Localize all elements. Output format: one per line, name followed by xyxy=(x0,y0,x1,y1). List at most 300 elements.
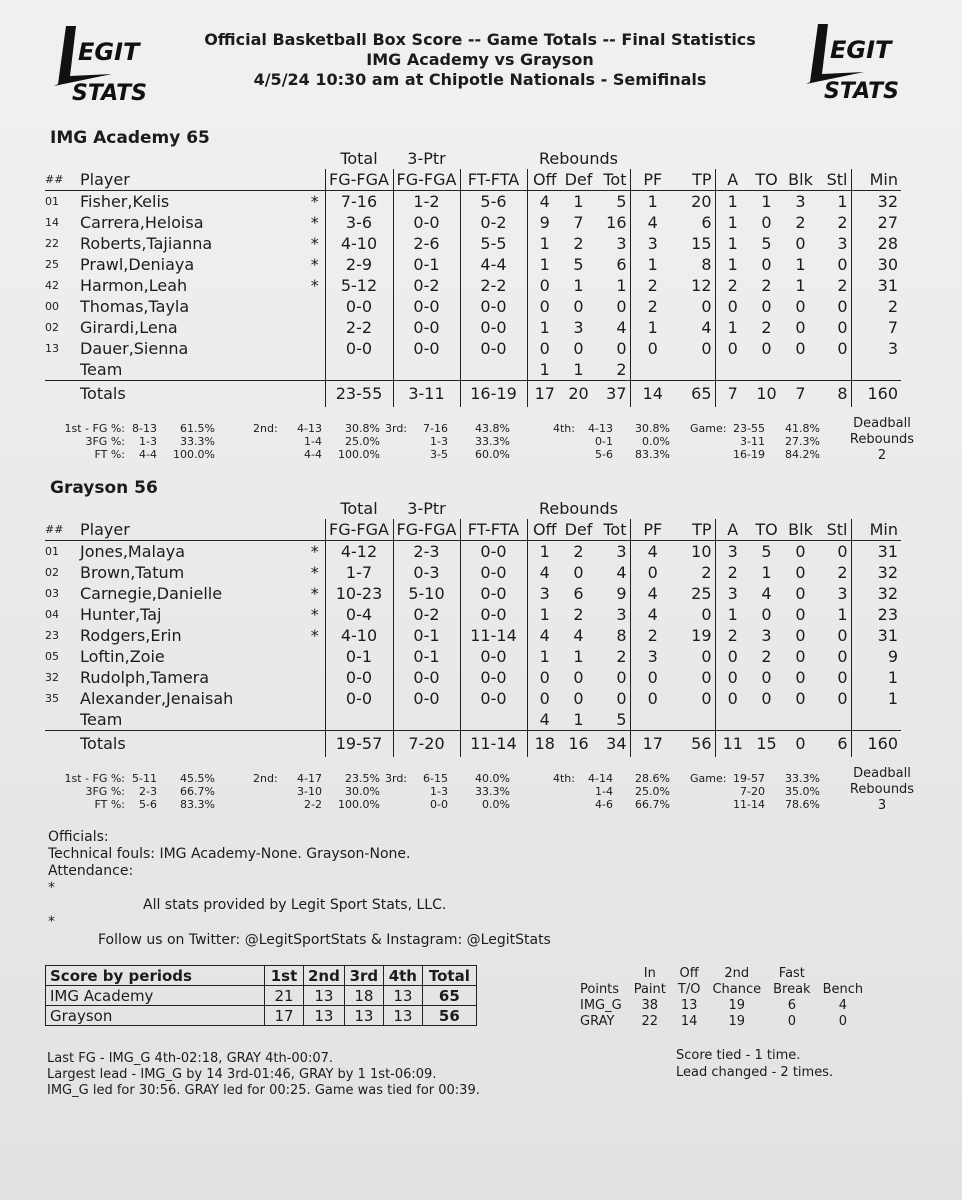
header-ft: FT-FTA xyxy=(460,519,527,541)
cell-minutes: 32 xyxy=(851,562,901,583)
cell-pf: 2 xyxy=(630,275,675,296)
cell-def-reb: 2 xyxy=(573,234,584,253)
header-off-reb: Off xyxy=(527,519,562,541)
cell-number: 00 xyxy=(45,300,59,313)
cell-blocks: 0 xyxy=(795,668,806,687)
cell-blocks: 1 xyxy=(795,255,806,274)
cell-tp: 0 xyxy=(701,668,712,687)
cell-number: 22 xyxy=(45,237,59,250)
cell-minutes: 31 xyxy=(851,541,901,563)
total-steals: 8 xyxy=(818,381,851,407)
total-off-reb: 18 xyxy=(527,731,562,757)
deadball-rebounds xyxy=(837,416,927,464)
cell-fg: 10-23 xyxy=(325,583,393,604)
cell-player: Thomas,Tayla xyxy=(80,297,190,316)
cell-tot-reb: 5 xyxy=(616,192,627,211)
cell-starter xyxy=(305,646,325,667)
cell-player: Alexander,Jenaisah xyxy=(80,689,234,708)
cell-tp: 0 xyxy=(701,339,712,358)
total-ft: 11-14 xyxy=(460,731,527,757)
cell-blocks xyxy=(783,359,818,381)
period-game-made: 19-57 7-20 11-14 xyxy=(733,772,765,811)
points-cell: 0 xyxy=(787,1014,796,1029)
header-off-reb: Off xyxy=(527,169,562,191)
cell-tp xyxy=(675,709,715,731)
cell-ft: 0-0 xyxy=(460,562,527,583)
sbp-header xyxy=(46,966,477,986)
cell-fg: 4-12 xyxy=(325,541,393,563)
cell-starter xyxy=(305,317,325,338)
cell-steals: 2 xyxy=(837,276,848,295)
cell-fg: 0-4 xyxy=(325,604,393,625)
cell-tot-reb: 0 xyxy=(616,339,627,358)
cell-minutes: 32 xyxy=(851,583,901,604)
cell-tot-reb: 0 xyxy=(616,689,627,708)
cell-off-reb: 1 xyxy=(527,359,562,381)
total-blocks: 7 xyxy=(783,381,818,407)
deadball-value: 3 xyxy=(877,798,887,813)
cell-tp: 6 xyxy=(701,213,712,232)
points-header xyxy=(574,966,869,998)
cell-tot-reb: 3 xyxy=(616,234,627,253)
sbp-cell: 17 xyxy=(265,1006,304,1026)
cell-starter: * xyxy=(310,605,319,624)
cell-def-reb: 1 xyxy=(573,276,584,295)
cell-assists: 3 xyxy=(715,583,750,604)
deadball-label: Deadball Rebounds xyxy=(849,416,915,447)
period-p1-pct: 61.5% 33.3% 100.0% xyxy=(173,422,215,461)
officials: Officials: xyxy=(48,829,109,845)
cell-number: 05 xyxy=(45,650,59,663)
cell-turnovers: 2 xyxy=(761,276,772,295)
cell-blocks: 3 xyxy=(795,192,806,211)
header-number: ## xyxy=(45,169,80,191)
period-p2-label: 2nd: xyxy=(253,772,278,785)
period-p2-made: 4-13 1-4 4-4 xyxy=(297,422,322,461)
cell-tp: 4 xyxy=(701,318,712,337)
cell-ft: 0-0 xyxy=(460,583,527,604)
team-title: IMG Academy 65 xyxy=(50,128,210,148)
cell-blocks: 0 xyxy=(795,339,806,358)
cell-minutes: 1 xyxy=(851,667,901,688)
column-group: 3-Ptr xyxy=(407,499,446,518)
column-group xyxy=(460,498,527,519)
cell-tot-reb: 16 xyxy=(606,213,627,232)
cell-off-reb: 0 xyxy=(527,667,562,688)
cell-player: Brown,Tatum xyxy=(80,563,185,582)
cell-steals: 0 xyxy=(837,339,848,358)
cell-three-pt: 0-2 xyxy=(393,604,460,625)
period-p3-pct: 43.8% 33.3% 60.0% xyxy=(475,422,510,461)
points-header-line xyxy=(823,966,864,982)
cell-tp: 15 xyxy=(691,234,712,253)
largest-lead-note: Largest lead - IMG_G by 14 3rd-01:46, GRAY by 1 1st-06:09. xyxy=(47,1067,437,1082)
cell-off-reb: 1 xyxy=(527,233,562,254)
header-blocks: Blk xyxy=(783,519,818,541)
box-score-table xyxy=(45,498,901,757)
player-row xyxy=(45,212,901,233)
cell-def-reb: 7 xyxy=(573,213,584,232)
svg-text:STATS: STATS xyxy=(72,81,147,104)
cell-blocks: 0 xyxy=(795,234,806,253)
header-steals: Stl xyxy=(818,519,851,541)
player-row xyxy=(45,625,901,646)
cell-off-reb: 4 xyxy=(527,625,562,646)
total-assists: 7 xyxy=(715,381,750,407)
game-info: 4/5/24 10:30 am at Chipotle Nationals - Semifinals xyxy=(253,70,707,89)
cell-three-pt: 0-0 xyxy=(393,667,460,688)
cell-fg: 0-0 xyxy=(325,688,393,709)
cell-assists: 1 xyxy=(715,317,750,338)
cell-assists: 0 xyxy=(715,667,750,688)
cell-fg: 0-1 xyxy=(325,646,393,667)
cell-steals: 0 xyxy=(837,626,848,645)
period-game-label: Game: xyxy=(690,422,727,435)
points-header-line: Break xyxy=(773,982,811,997)
cell-ft: 4-4 xyxy=(460,254,527,275)
cell-number: 32 xyxy=(45,671,59,684)
total-fg: 19-57 xyxy=(325,731,393,757)
cell-fg: 2-2 xyxy=(325,317,393,338)
player-row xyxy=(45,317,901,338)
cell-tp: 25 xyxy=(691,584,712,603)
cell-assists xyxy=(715,359,750,381)
cell-player: Jones,Malaya xyxy=(80,542,186,561)
cell-three-pt: 0-2 xyxy=(393,275,460,296)
points-cell: 14 xyxy=(680,1014,698,1029)
sbp-cell: 13 xyxy=(344,1006,383,1026)
points-cell: 13 xyxy=(680,998,698,1013)
cell-steals: 3 xyxy=(837,584,848,603)
period-p1-label: 1st - FG %: 3FG %: FT %: xyxy=(64,772,125,811)
cell-number xyxy=(45,359,80,381)
period-p3-made: 6-15 1-3 0-0 xyxy=(423,772,448,811)
sbp-cell: 21 xyxy=(265,986,304,1006)
cell-turnovers: 1 xyxy=(761,192,772,211)
cell-three-pt: 0-0 xyxy=(393,296,460,317)
points-header-cell xyxy=(672,966,707,998)
points-header-line: Chance xyxy=(712,982,762,997)
total-tot-reb: 34 xyxy=(595,731,630,757)
points-header-line: Bench xyxy=(822,982,864,997)
cell-fg: 4-10 xyxy=(325,233,393,254)
cell-steals: 2 xyxy=(837,563,848,582)
cell-fg: 0-0 xyxy=(325,338,393,359)
points-cell: 6 xyxy=(787,998,796,1013)
points-header-line: Fast xyxy=(778,966,805,981)
cell-tp: 0 xyxy=(701,605,712,624)
total-assists: 11 xyxy=(715,731,750,757)
cell-def-reb: 0 xyxy=(573,339,584,358)
cell-def-reb: 0 xyxy=(573,563,584,582)
points-header-line: T/O xyxy=(677,982,701,997)
period-p1-made: 8-13 1-3 4-4 xyxy=(132,422,157,461)
cell-minutes: 28 xyxy=(851,233,901,254)
svg-text:EGIT: EGIT xyxy=(78,38,140,66)
cell-ft: 0-0 xyxy=(460,541,527,563)
cell-tot-reb: 3 xyxy=(616,542,627,561)
lead-changed-note: Lead changed - 2 times. xyxy=(676,1065,834,1080)
cell-steals: 2 xyxy=(837,213,848,232)
cell-def-reb: 3 xyxy=(573,318,584,337)
cell-off-reb: 1 xyxy=(527,646,562,667)
sbp-cell: 56 xyxy=(422,1006,476,1026)
cell-ft: 0-0 xyxy=(460,604,527,625)
column-header xyxy=(45,169,901,191)
cell-minutes: 32 xyxy=(851,191,901,213)
cell-steals: 0 xyxy=(837,689,848,708)
cell-tot-reb: 8 xyxy=(616,626,627,645)
cell-blocks: 0 xyxy=(795,542,806,561)
header-tot-reb: Tot xyxy=(595,169,630,191)
sbp-header-cell: 3rd xyxy=(344,966,383,986)
points-cell: 19 xyxy=(728,1014,746,1029)
column-group: Rebounds xyxy=(539,149,618,168)
cell-player: Team xyxy=(80,710,123,729)
cell-fg: 4-10 xyxy=(325,625,393,646)
cell-blocks: 0 xyxy=(795,626,806,645)
column-header xyxy=(45,519,901,541)
total-minutes: 160 xyxy=(851,381,901,407)
column-group xyxy=(45,498,325,519)
player-row xyxy=(45,254,901,275)
points-cell: 22 xyxy=(641,1014,659,1029)
header-def-reb: Def xyxy=(562,169,595,191)
cell-pf: 4 xyxy=(630,604,675,625)
cell-fg: 7-16 xyxy=(325,191,393,213)
column-group-header xyxy=(45,498,901,519)
cell-def-reb: 0 xyxy=(573,297,584,316)
cell-minutes: 1 xyxy=(851,688,901,709)
cell-fg: 2-9 xyxy=(325,254,393,275)
cell-def-reb: 0 xyxy=(573,668,584,687)
cell-three-pt xyxy=(393,359,460,381)
cell-tot-reb: 4 xyxy=(616,563,627,582)
cell-steals xyxy=(818,359,851,381)
cell-tp: 8 xyxy=(701,255,712,274)
period-p4-pct: 28.6% 25.0% 66.7% xyxy=(635,772,670,811)
cell-blocks: 0 xyxy=(795,689,806,708)
cell-number: 14 xyxy=(45,216,59,229)
cell-pf xyxy=(630,709,675,731)
cell-number: 42 xyxy=(45,279,59,292)
points-cell: 19 xyxy=(728,998,746,1013)
cell-starter xyxy=(305,296,325,317)
cell-minutes: 23 xyxy=(851,604,901,625)
period-game-pct: 33.3% 35.0% 78.6% xyxy=(785,772,820,811)
total-number xyxy=(45,731,80,757)
total-tp: 65 xyxy=(675,381,715,407)
cell-pf: 4 xyxy=(630,541,675,563)
cell-turnovers: 0 xyxy=(761,297,772,316)
cell-off-reb: 4 xyxy=(527,709,562,731)
cell-tp: 10 xyxy=(691,542,712,561)
player-row xyxy=(45,604,901,625)
cell-three-pt: 0-0 xyxy=(393,688,460,709)
cell-turnovers: 5 xyxy=(761,542,772,561)
player-row xyxy=(45,191,901,213)
cell-number: 25 xyxy=(45,258,59,271)
header-fg: FG-FGA xyxy=(325,169,393,191)
player-row xyxy=(45,646,901,667)
cell-pf xyxy=(630,359,675,381)
cell-player: Dauer,Sienna xyxy=(80,339,189,358)
cell-three-pt: 0-1 xyxy=(393,625,460,646)
points-cell: 0 xyxy=(838,1014,847,1029)
cell-three-pt: 0-0 xyxy=(393,212,460,233)
cell-def-reb: 0 xyxy=(573,689,584,708)
total-starter xyxy=(305,381,325,407)
cell-blocks: 0 xyxy=(795,605,806,624)
cell-def-reb: 2 xyxy=(573,542,584,561)
svg-text:EGIT: EGIT xyxy=(830,36,892,64)
technical-fouls: Technical fouls: IMG Academy-None. Grayson-None. xyxy=(48,846,411,862)
cell-assists: 1 xyxy=(715,191,750,213)
cell-turnovers: 2 xyxy=(761,647,772,666)
column-group xyxy=(460,148,527,169)
deadball-label: Deadball Rebounds xyxy=(849,766,915,797)
cell-fg: 0-0 xyxy=(325,296,393,317)
cell-ft xyxy=(460,359,527,381)
cell-minutes: 31 xyxy=(851,625,901,646)
cell-ft: 5-5 xyxy=(460,233,527,254)
header-turnovers: TO xyxy=(750,169,783,191)
cell-assists: 0 xyxy=(715,688,750,709)
cell-ft: 0-0 xyxy=(460,338,527,359)
cell-def-reb: 2 xyxy=(573,605,584,624)
cell-steals: 1 xyxy=(837,605,848,624)
cell-steals: 0 xyxy=(837,297,848,316)
cell-def-reb: 1 xyxy=(573,192,584,211)
note-star: * xyxy=(48,880,55,896)
sbp-header-cell: Total xyxy=(422,966,476,986)
cell-pf: 4 xyxy=(630,212,675,233)
player-row xyxy=(45,233,901,254)
svg-text:STATS: STATS xyxy=(824,79,899,102)
cell-starter: * xyxy=(310,192,319,211)
cell-tot-reb: 2 xyxy=(616,360,627,379)
period-p3-label: 3rd: xyxy=(385,772,408,785)
cell-number: 03 xyxy=(45,587,59,600)
sbp-header-cell: Score by periods xyxy=(46,966,265,986)
cell-assists: 0 xyxy=(715,646,750,667)
period-game-made: 23-55 3-11 16-19 xyxy=(733,422,765,461)
cell-minutes: 31 xyxy=(851,275,901,296)
cell-off-reb: 0 xyxy=(527,296,562,317)
cell-turnovers: 1 xyxy=(761,563,772,582)
cell-off-reb: 0 xyxy=(527,688,562,709)
last-fg-note: Last FG - IMG_G 4th-02:18, GRAY 4th-00:07. xyxy=(47,1051,334,1066)
cell-tp: 2 xyxy=(701,563,712,582)
cell-assists: 2 xyxy=(715,625,750,646)
attendance: Attendance: xyxy=(48,863,134,879)
cell-tot-reb: 0 xyxy=(616,668,627,687)
cell-minutes: 7 xyxy=(851,317,901,338)
cell-blocks: 0 xyxy=(795,297,806,316)
period-p1-made: 5-11 2-3 5-6 xyxy=(132,772,157,811)
cell-player: Fisher,Kelis xyxy=(80,192,170,211)
cell-player: Carrera,Heloisa xyxy=(80,213,204,232)
column-group: 3-Ptr xyxy=(407,149,446,168)
header-tp: TP xyxy=(675,169,715,191)
points-header-cell xyxy=(767,966,816,998)
cell-assists: 3 xyxy=(715,541,750,563)
cell-three-pt: 1-2 xyxy=(393,191,460,213)
cell-def-reb: 5 xyxy=(573,255,584,274)
sbp-header-cell: 4th xyxy=(383,966,422,986)
cell-pf: 0 xyxy=(630,562,675,583)
header-pf: PF xyxy=(630,519,675,541)
cell-number: 01 xyxy=(45,195,59,208)
sbp-cell: 13 xyxy=(383,986,422,1006)
cell-turnovers xyxy=(750,359,783,381)
cell-steals: 0 xyxy=(837,255,848,274)
cell-pf: 1 xyxy=(630,317,675,338)
cell-tp: 0 xyxy=(701,689,712,708)
legit-stats-logo-right xyxy=(804,22,904,102)
cell-player: Rodgers,Erin xyxy=(80,626,182,645)
cell-number: 35 xyxy=(45,692,59,705)
total-blocks: 0 xyxy=(783,731,818,757)
cell-blocks: 0 xyxy=(795,318,806,337)
cell-turnovers: 3 xyxy=(761,626,772,645)
header-pf: PF xyxy=(630,169,675,191)
cell-number xyxy=(45,709,80,731)
cell-number: 13 xyxy=(45,342,59,355)
period-p2-pct: 23.5% 30.0% 100.0% xyxy=(338,772,380,811)
cell-player: Carnegie,Danielle xyxy=(80,584,223,603)
total-turnovers: 10 xyxy=(750,381,783,407)
cell-assists: 2 xyxy=(715,275,750,296)
cell-off-reb: 4 xyxy=(527,562,562,583)
legit-stats-logo-left xyxy=(52,24,152,104)
cell-steals: 0 xyxy=(837,542,848,561)
column-group-header xyxy=(45,148,901,169)
cell-number: 23 xyxy=(45,629,59,642)
cell-off-reb: 4 xyxy=(527,191,562,213)
cell-def-reb: 6 xyxy=(573,584,584,603)
total-three-pt: 7-20 xyxy=(393,731,460,757)
cell-turnovers: 4 xyxy=(761,584,772,603)
points-header-line: Off xyxy=(679,966,699,981)
period-p1-label: 1st - FG %: 3FG %: FT %: xyxy=(64,422,125,461)
cell-player: Roberts,Tajianna xyxy=(80,234,213,253)
cell-pf: 3 xyxy=(630,233,675,254)
sbp-cell: 18 xyxy=(344,986,383,1006)
total-def-reb: 16 xyxy=(562,731,595,757)
cell-starter xyxy=(305,359,325,381)
player-row xyxy=(45,359,901,381)
player-row xyxy=(45,562,901,583)
cell-player: Harmon,Leah xyxy=(80,276,188,295)
cell-assists xyxy=(715,709,750,731)
total-minutes: 160 xyxy=(851,731,901,757)
total-steals: 6 xyxy=(818,731,851,757)
cell-ft: 0-0 xyxy=(460,317,527,338)
cell-starter: * xyxy=(310,234,319,253)
cell-ft: 0-2 xyxy=(460,212,527,233)
cell-ft: 11-14 xyxy=(460,625,527,646)
player-row xyxy=(45,667,901,688)
cell-tp xyxy=(675,359,715,381)
total-player: Totals xyxy=(80,381,305,407)
cell-starter: * xyxy=(310,626,319,645)
cell-fg xyxy=(325,709,393,731)
points-header-line: In xyxy=(643,966,656,981)
player-row xyxy=(45,338,901,359)
total-def-reb: 20 xyxy=(562,381,595,407)
header-turnovers: TO xyxy=(750,519,783,541)
